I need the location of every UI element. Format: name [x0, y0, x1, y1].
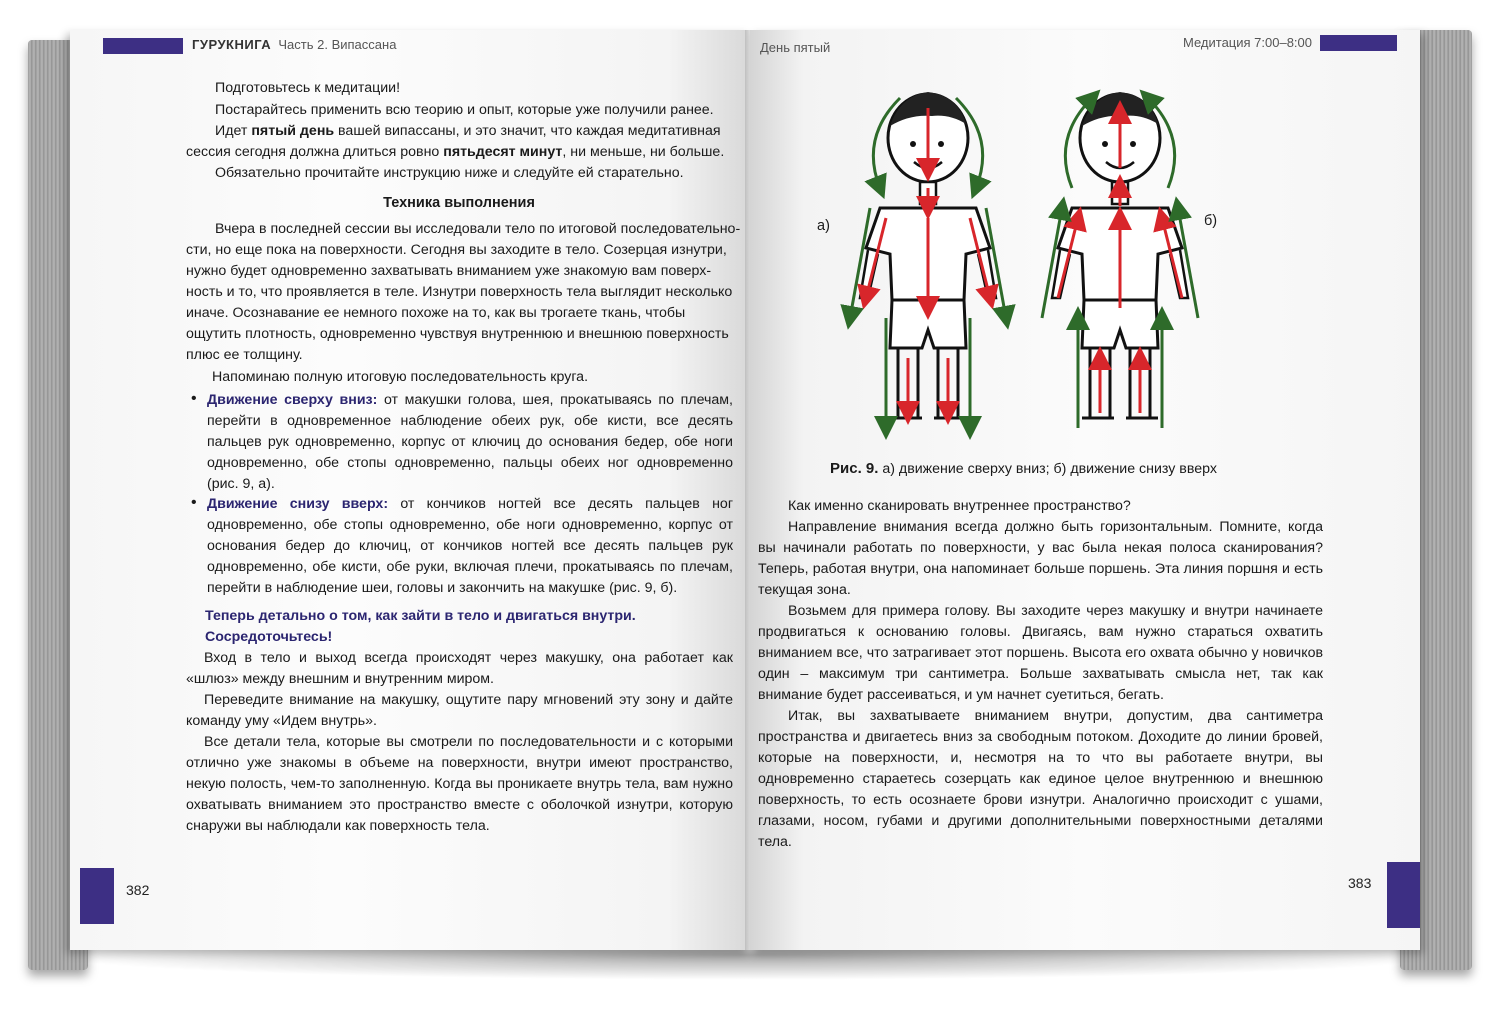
- text-run: Идет: [215, 123, 252, 139]
- book-title: ГУРУКНИГА: [192, 37, 272, 52]
- right-header-bar: [1320, 35, 1397, 51]
- paragraph-fifth-day-cont: [186, 142, 724, 163]
- left-page-tab: [80, 868, 114, 924]
- technique-heading: Техника выполнения: [383, 195, 535, 211]
- bullet-text: от кончиков ногтей все десять пальцев ног одновременно, обе стопы одновременно, обе ноги одновременно, корпус от основания бедер до ключиц, от кончиков ногтей все десять пальцев рук одновременно, обе кисти, обе руки, включая плечи, прокатываясь по плечам, перейти в наблюдение шеи, головы и закончить на макушке (рис. 9, б).: [207, 496, 733, 596]
- bullet-text: от макушки голова, шея, прокатываясь по плечам, перейти в одновременное наблюдение обеих рук, обе кисти, все десять пальцев рук одновременно, корпус от ключиц до основания бедер, обе ноги одновременно, обе стопы одновременно, пальцы обеих ног одновременно (рис. 9, а).: [207, 392, 733, 492]
- technique-line: иначе. Осознавание ее немного похоже на то, как вы трогаете ткань, чтобы: [186, 305, 686, 321]
- paragraph-direction: Направление внимания всегда должно быть горизонтальным. Помните, когда вы начинали работать по поверхности, у вас была некая полоса сканирования? Теперь, работая внутри, она напоминает больше поршень. Эта линия поршня и есть текущая зона.: [758, 519, 1323, 598]
- right-header-day: День пятый: [760, 40, 831, 55]
- caption-text: а) движение сверху вниз; б) движение снизу вверх: [878, 461, 1217, 477]
- technique-line: ощутить плотность, одновременно чувствуя внутреннюю и внешнюю поверхность: [186, 326, 729, 342]
- highlight-focus: Сосредоточьтесь!: [205, 629, 333, 645]
- text-run: сессия сегодня должна длиться ровно: [186, 144, 444, 160]
- figure-label-a: а): [817, 218, 830, 234]
- paragraph-entry: Вход в тело и выход всегда происходят через макушку, она работает как «шлюз» между внешним и внутренним миром.: [186, 650, 733, 687]
- left-running-header: [192, 37, 396, 52]
- bullet-title: Движение сверху вниз:: [207, 392, 378, 408]
- question-line: Как именно сканировать внутреннее пространство?: [788, 498, 1131, 514]
- technique-line: плюс ее толщину.: [186, 347, 303, 363]
- paragraph-head: Возьмем для примера голову. Вы заходите через макушку и внутри начинаете продвигаться к основанию головы. Двигаясь, вам нужно стараться охватить вниманием все, что затрагивает этот поршень. Высота его охвата обычно у новичков один – максимум три сантиметра. Больше захватывать смысла нет, так как внимание будет рассеиваться, и ум начнет суетиться, бегать.: [758, 603, 1323, 703]
- right-page-tab: [1387, 862, 1420, 928]
- page-number-right: 383: [1348, 875, 1372, 891]
- section-title: Часть 2. Випассана: [278, 37, 397, 52]
- paragraph-instructions: Обязательно прочитайте инструкцию ниже и следуйте ей старательно.: [215, 165, 684, 181]
- bold-run: пятьдесят минут: [443, 144, 563, 160]
- text-run: вашей випассаны, и это значит, что каждая медитативная: [334, 123, 721, 139]
- paragraph-attention: Переведите внимание на макушку, ощутите пару мгновений эту зону и дайте команду уму «Идем внутрь».: [186, 692, 733, 729]
- text-run: , ни меньше, ни больше.: [562, 144, 725, 160]
- technique-line: Вчера в последней сессии вы исследовали тело по итоговой последовательно-: [215, 221, 741, 237]
- figure-caption: [830, 460, 1217, 477]
- caption-label: Рис. 9.: [830, 460, 879, 477]
- bold-run: пятый день: [251, 123, 335, 139]
- intro-line-2: Постарайтесь применить всю теорию и опыт, которые уже получили ранее.: [215, 102, 714, 118]
- figure-b-child: [1042, 92, 1198, 428]
- bullet-top-down: [207, 390, 733, 495]
- left-header-bar: [103, 38, 183, 54]
- technique-line: ность и то, что проявляется в теле. Изнутри поверхность тела выглядит несколько: [186, 284, 733, 300]
- intro-line-1: Подготовьтесь к медитации!: [215, 80, 401, 96]
- paragraph-details: Все детали тела, которые вы смотрели по последовательности и с которыми отлично уже знакомы в объеме на поверхности, внутри имеют пространство, некую полость, чем-то заполненную. Когда вы проникаете внутрь тела, вам нужно охватывать вниманием это пространство вместе с оболочкой изнутри, которую снаружи вы наблюдали как поверхность тела.: [186, 734, 733, 834]
- bullet-title: Движение снизу вверх:: [207, 496, 389, 512]
- figure-a-child: [850, 92, 1006, 428]
- paragraph-fifth-day: [215, 121, 721, 142]
- bullet-dot: •: [191, 494, 197, 511]
- bullet-dot: •: [191, 390, 197, 407]
- bullet-bottom-up: [207, 494, 733, 599]
- technique-line: сти, но еще пока на поверхности. Сегодня вы заходите в тело. Созерцая изнутри,: [186, 242, 727, 258]
- paragraph-capture: Итак, вы захватываете вниманием внутри, допустим, два сантиметра пространства и двигаетесь вниз за свободным потоком. Доходите до линии бровей, которые на поверхности, и, несмотря на то что вы работаете внутри, вы одновременно стараетесь созерцать как единое целое внутреннюю и внешнюю поверхность, то есть осознаете брови изнутри. Аналогично происходит с ушами, глазами, носом, губами и другими дополнительными поверхностными деталями тела.: [758, 708, 1323, 850]
- highlight-heading: Теперь детально о том, как зайти в тело и двигаться внутри.: [205, 608, 636, 624]
- right-header-time: Медитация 7:00–8:00: [1183, 35, 1312, 50]
- figure-body-scan: [840, 78, 1200, 453]
- figure-label-b: б): [1204, 213, 1218, 229]
- technique-line: нужно будет одновременно захватывать вниманием уже знакомую вам поверх-: [186, 263, 712, 279]
- page-number-left: 382: [126, 882, 150, 898]
- reminder-line: Напоминаю полную итоговую последовательность круга.: [212, 369, 589, 385]
